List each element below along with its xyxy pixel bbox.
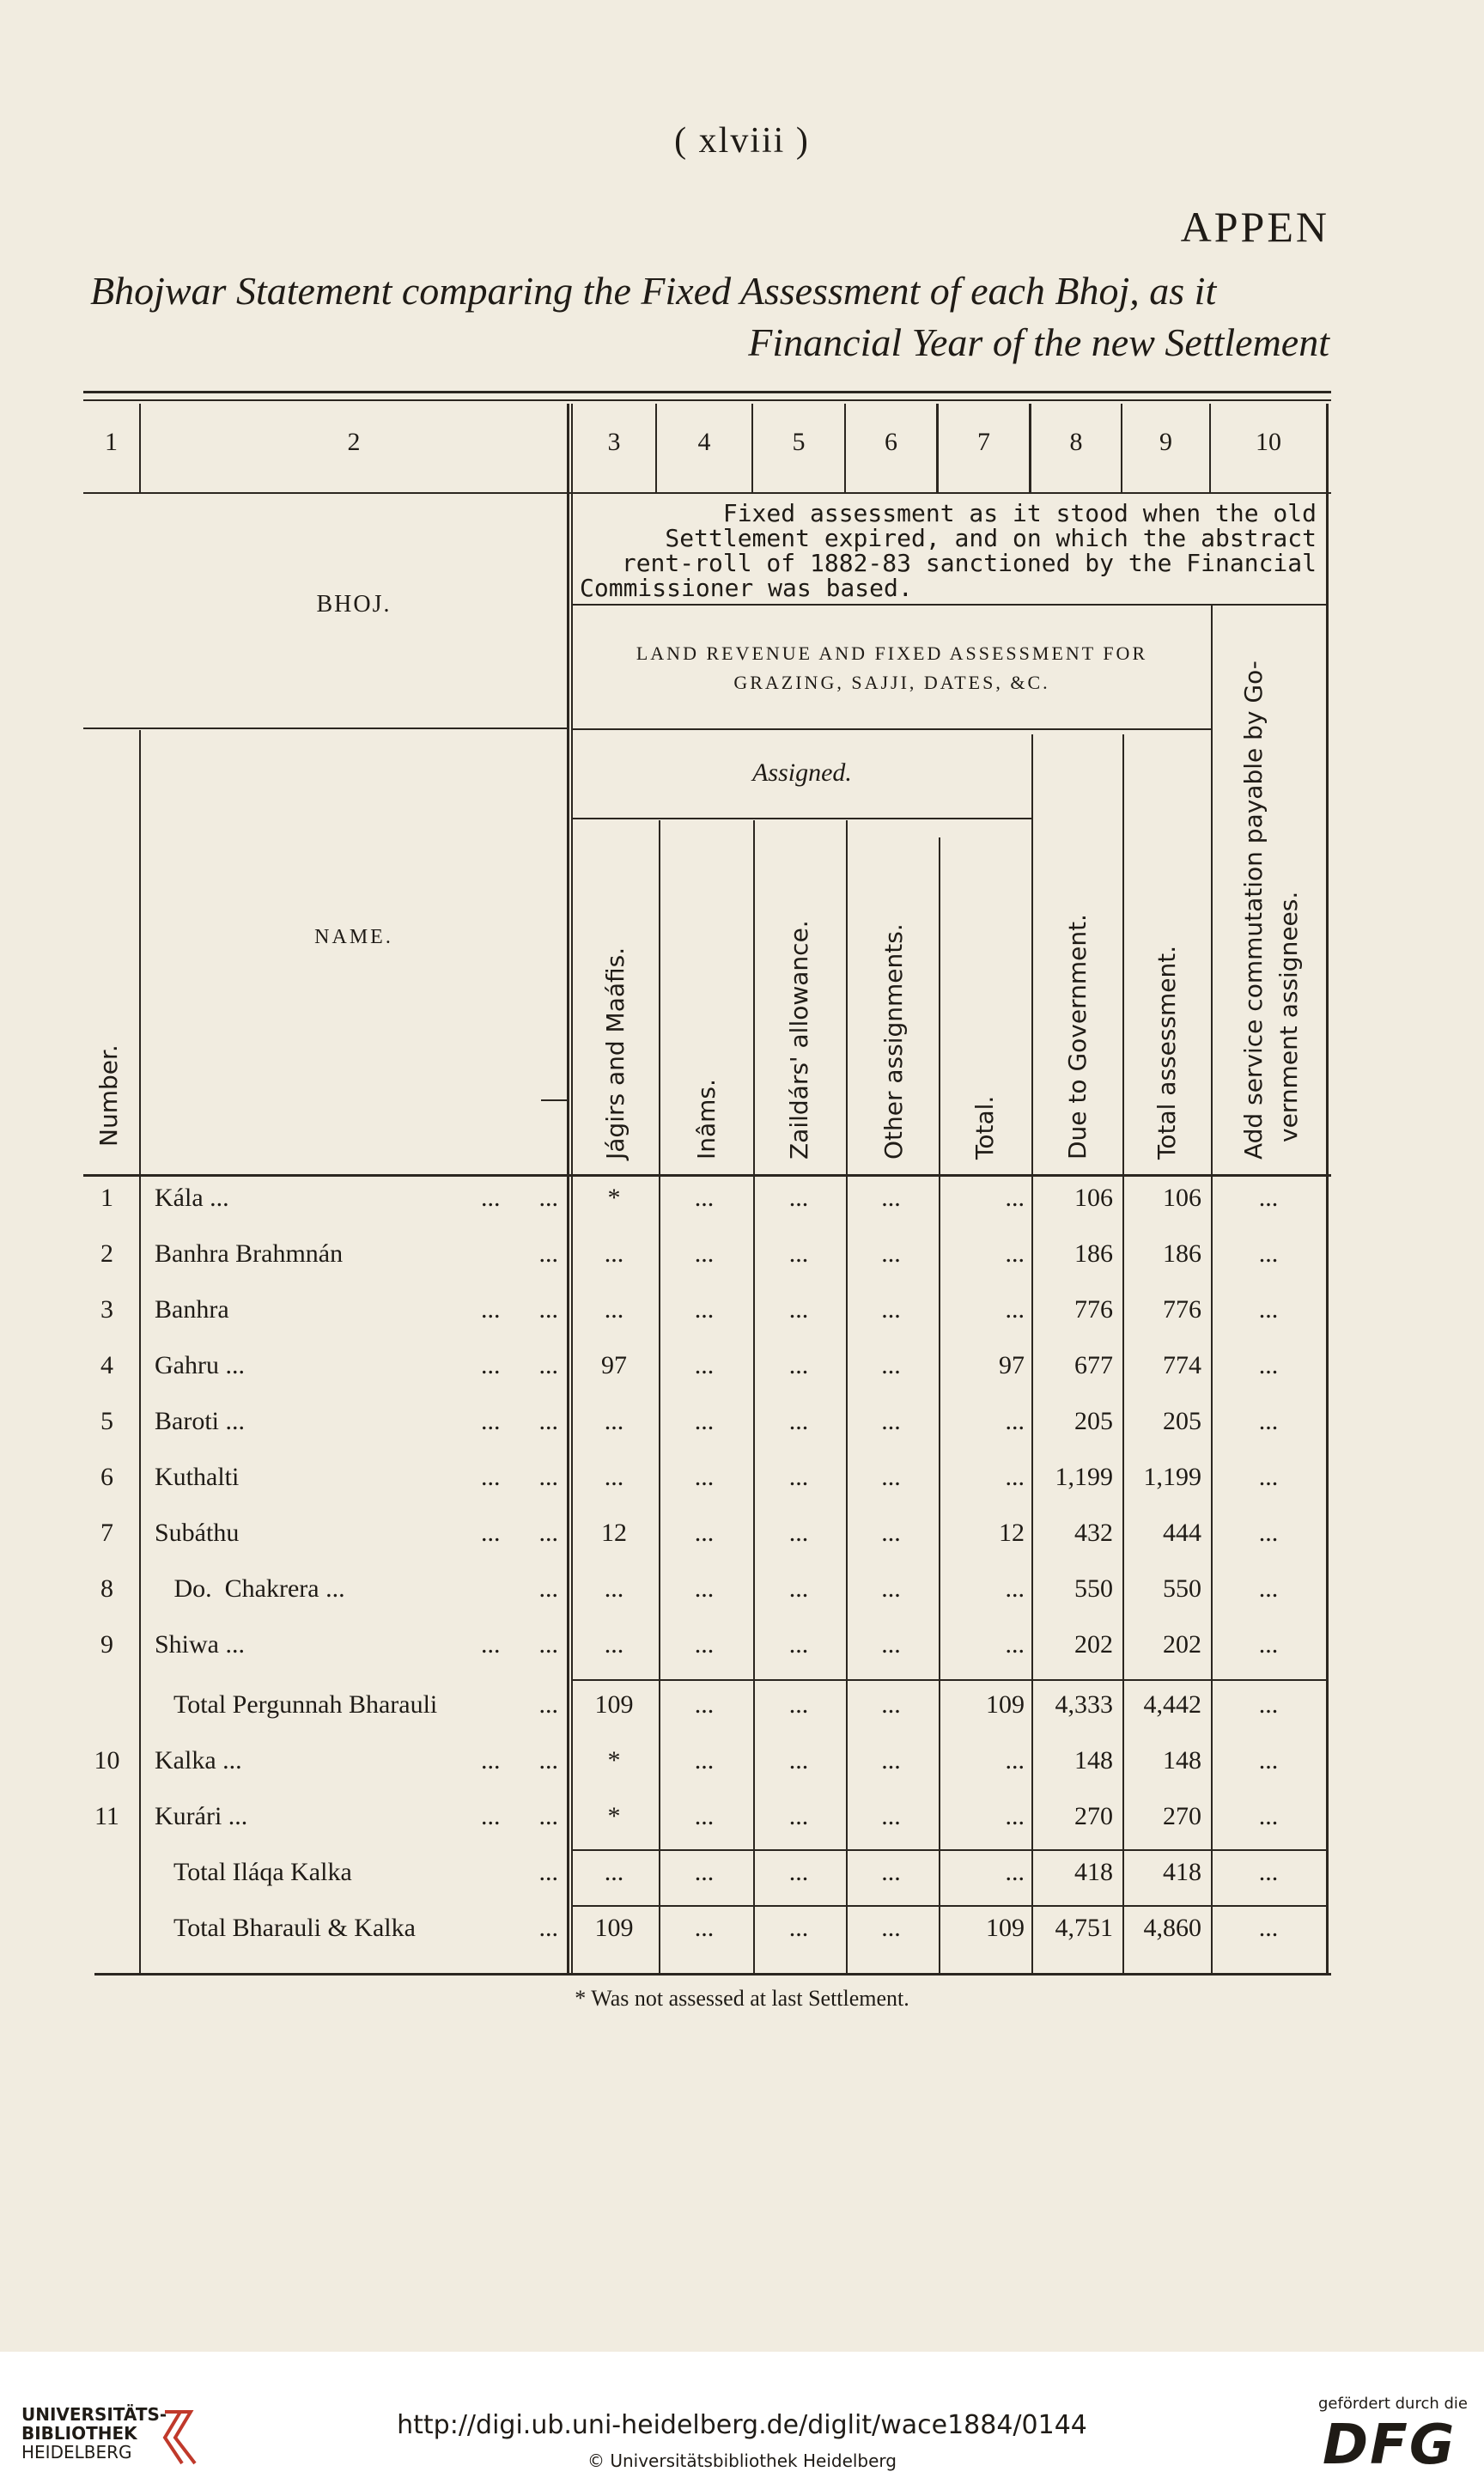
col-num-8: 8 <box>1069 428 1083 456</box>
row-leader-dots: ... ... <box>481 1463 558 1491</box>
row-cell-c8: 4,333 <box>1055 1690 1113 1719</box>
inams-heading: Inâms. <box>692 1079 721 1160</box>
row-number: 1 <box>100 1184 113 1212</box>
row-leader-dots: ... <box>538 1914 558 1942</box>
row-cell-c6: ... <box>881 1802 901 1830</box>
row-number: 2 <box>100 1239 113 1268</box>
land-revenue-heading-1: LAND REVENUE AND FIXED ASSESSMENT FOR <box>636 642 1148 664</box>
row-cell-c8: 550 <box>1074 1574 1113 1603</box>
row-cell-c7: ... <box>1005 1858 1025 1886</box>
row-number: 3 <box>100 1295 113 1324</box>
row-cell-c3: ... <box>604 1574 624 1603</box>
row-cell-c5: ... <box>788 1574 809 1603</box>
hrule <box>573 728 1211 730</box>
statement-title-line1: Bhojwar Statement comparing the Fixed Assessment of each Bhoj, as it <box>90 269 1217 313</box>
col-num-3: 3 <box>607 428 621 456</box>
row-cell-c10: ... <box>1258 1802 1279 1830</box>
row-cell-c9: 270 <box>1163 1802 1201 1830</box>
row-cell-c6: ... <box>881 1858 901 1886</box>
row-name: Subáthu <box>155 1519 240 1547</box>
row-cell-c4: ... <box>694 1239 715 1268</box>
total-heading: Total. <box>970 1095 999 1160</box>
library-footer <box>0 2352 1484 2490</box>
row-cell-c9: 202 <box>1163 1630 1201 1659</box>
row-cell-c5: ... <box>788 1630 809 1659</box>
add-service-heading-2: vernment assignees. <box>1274 891 1303 1142</box>
row-cell-c5: ... <box>788 1858 809 1886</box>
zaildars-heading: Zaildárs' allowance. <box>785 920 813 1160</box>
row-cell-c7: ... <box>1005 1295 1025 1324</box>
row-number: 11 <box>94 1802 119 1830</box>
total-assessment-heading: Total assessment. <box>1153 945 1181 1160</box>
row-cell-c4: ... <box>694 1690 715 1719</box>
row-cell-c8: 202 <box>1074 1630 1113 1659</box>
library-line-3: HEIDELBERG <box>21 2442 132 2463</box>
appendix-heading: APPEN <box>1180 203 1329 251</box>
hrule <box>573 818 1031 819</box>
row-cell-c10: ... <box>1258 1914 1279 1942</box>
row-cell-c10: ... <box>1258 1184 1279 1212</box>
source-url-link[interactable]: http://digi.ub.uni-heidelberg.de/diglit/wace1884/0144 <box>397 2410 1087 2440</box>
row-name: Gahru ... <box>155 1351 245 1379</box>
row-cell-c4: ... <box>694 1858 715 1886</box>
row-cell-c3: 12 <box>601 1519 627 1547</box>
row-cell-c4: ... <box>694 1914 715 1942</box>
row-name: Banhra Brahmnán <box>155 1239 344 1268</box>
library-line-2: BIBLIOTHEK <box>21 2423 137 2444</box>
row-number: 9 <box>100 1630 113 1659</box>
row-cell-c10: ... <box>1258 1351 1279 1379</box>
row-cell-c5: ... <box>788 1407 809 1435</box>
row-cell-c5: ... <box>788 1690 809 1719</box>
row-name: Total Iláqa Kalka <box>155 1858 352 1886</box>
assigned-heading: Assigned. <box>752 758 852 787</box>
total-separator-rule <box>573 1679 1329 1681</box>
row-cell-c4: ... <box>694 1351 715 1379</box>
jagirs-heading: Jágirs and Maáfis. <box>601 947 629 1160</box>
row-leader-dots: ... ... <box>481 1802 558 1830</box>
dfg-logo: DFG <box>1323 2414 1457 2477</box>
row-cell-c8: 432 <box>1074 1519 1113 1547</box>
row-cell-c3: * <box>607 1746 621 1775</box>
row-cell-c8: 148 <box>1074 1746 1113 1775</box>
row-cell-c5: ... <box>788 1351 809 1379</box>
row-name: Total Bharauli & Kalka <box>155 1914 416 1942</box>
land-revenue-heading-2: GRAZING, SAJJI, DATES, &C. <box>733 672 1050 693</box>
row-cell-c7: 12 <box>999 1519 1025 1547</box>
row-cell-c4: ... <box>694 1802 715 1830</box>
row-cell-c4: ... <box>694 1630 715 1659</box>
row-cell-c8: 1,199 <box>1055 1463 1113 1491</box>
row-cell-c3: ... <box>604 1630 624 1659</box>
row-cell-c5: ... <box>788 1914 809 1942</box>
row-leader-dots: ... ... <box>481 1519 558 1547</box>
row-cell-c4: ... <box>694 1519 715 1547</box>
row-cell-c7: 109 <box>986 1690 1025 1719</box>
row-cell-c6: ... <box>881 1630 901 1659</box>
row-leader-dots: ... ... <box>481 1295 558 1324</box>
row-leader-dots: ... <box>538 1690 558 1719</box>
row-cell-c10: ... <box>1258 1630 1279 1659</box>
row-cell-c9: 444 <box>1163 1519 1201 1547</box>
row-cell-c10: ... <box>1258 1463 1279 1491</box>
row-cell-c10: ... <box>1258 1574 1279 1603</box>
vrule <box>139 730 141 1976</box>
row-cell-c3: 109 <box>594 1914 634 1942</box>
row-cell-c5: ... <box>788 1519 809 1547</box>
row-cell-c6: ... <box>881 1914 901 1942</box>
row-cell-c3: ... <box>604 1239 624 1268</box>
row-cell-c9: 550 <box>1163 1574 1201 1603</box>
row-cell-c6: ... <box>881 1463 901 1491</box>
col-num-10: 10 <box>1256 428 1281 456</box>
row-cell-c9: 1,199 <box>1143 1463 1201 1491</box>
row-cell-c7: ... <box>1005 1463 1025 1491</box>
row-leader-dots: ... <box>538 1574 558 1603</box>
row-cell-c10: ... <box>1258 1239 1279 1268</box>
header-bottom-rule <box>83 1174 1331 1177</box>
row-name: Total Pergunnah Bharauli <box>155 1690 438 1719</box>
row-leader-dots: ... <box>538 1239 558 1268</box>
row-cell-c8: 186 <box>1074 1239 1113 1268</box>
col-num-4: 4 <box>697 428 711 456</box>
vrule <box>567 404 569 1976</box>
row-number: 10 <box>94 1746 120 1775</box>
row-cell-c7: ... <box>1005 1746 1025 1775</box>
row-cell-c5: ... <box>788 1295 809 1324</box>
statement-title-line2: Financial Year of the new Settlement <box>748 320 1329 364</box>
col-num-6: 6 <box>885 428 897 456</box>
row-cell-c6: ... <box>881 1295 901 1324</box>
hrule <box>83 728 569 729</box>
library-line-1: UNIVERSITÄTS- <box>21 2404 167 2425</box>
fixed-line-4: Commissioner was based. <box>580 574 913 602</box>
row-cell-c9: 106 <box>1163 1184 1201 1212</box>
row-cell-c7: 109 <box>986 1914 1025 1942</box>
row-cell-c6: ... <box>881 1519 901 1547</box>
row-cell-c9: 418 <box>1163 1858 1201 1886</box>
row-name: Kurári ... <box>155 1802 248 1830</box>
row-cell-c10: ... <box>1258 1746 1279 1775</box>
row-cell-c6: ... <box>881 1239 901 1268</box>
row-cell-c8: 4,751 <box>1055 1914 1113 1942</box>
row-cell-c7: 97 <box>999 1351 1025 1379</box>
total-separator-rule <box>573 1905 1329 1907</box>
footnote: * Was not assessed at last Settlement. <box>575 1986 909 2011</box>
vrule <box>1326 404 1329 1976</box>
row-name: Banhra <box>155 1295 229 1324</box>
row-leader-dots: ... ... <box>481 1746 558 1775</box>
fixed-line-1: Fixed assessment as it stood when the old <box>722 499 1317 527</box>
row-name: Shiwa ... <box>155 1630 245 1659</box>
row-cell-c10: ... <box>1258 1519 1279 1547</box>
funded-by-text: gefördert durch die <box>1318 2395 1468 2413</box>
hrule <box>573 604 1329 606</box>
row-cell-c6: ... <box>881 1184 901 1212</box>
row-cell-c3: 97 <box>601 1351 627 1379</box>
row-cell-c4: ... <box>694 1746 715 1775</box>
name-heading: NAME. <box>314 926 393 948</box>
row-cell-c7: ... <box>1005 1239 1025 1268</box>
row-cell-c9: 186 <box>1163 1239 1201 1268</box>
total-separator-rule <box>573 1849 1329 1851</box>
row-cell-c5: ... <box>788 1802 809 1830</box>
row-cell-c9: 4,442 <box>1143 1690 1201 1719</box>
col-num-2: 2 <box>347 428 361 456</box>
table-top-rule-2 <box>83 399 1331 401</box>
row-name: Baroti ... <box>155 1407 245 1435</box>
row-number: 8 <box>100 1574 113 1603</box>
copyright-text: © Universitätsbibliothek Heidelberg <box>587 2450 897 2471</box>
row-cell-c7: ... <box>1005 1802 1025 1830</box>
col-num-1: 1 <box>105 428 118 456</box>
col-number-rule <box>83 492 1331 494</box>
fixed-assessment-heading <box>580 501 1317 600</box>
add-service-heading-1: Add service commutation payable by Go- <box>1239 661 1268 1160</box>
row-cell-c8: 677 <box>1074 1351 1113 1379</box>
row-cell-c8: 776 <box>1074 1295 1113 1324</box>
row-cell-c4: ... <box>694 1574 715 1603</box>
row-cell-c3: ... <box>604 1407 624 1435</box>
row-cell-c3: ... <box>604 1858 624 1886</box>
row-leader-dots: ... ... <box>481 1407 558 1435</box>
table-bottom-rule <box>94 1973 1331 1976</box>
row-cell-c3: * <box>607 1802 621 1830</box>
col-num-5: 5 <box>792 428 806 456</box>
col-num-9: 9 <box>1159 428 1172 456</box>
table-top-rule <box>83 391 1331 393</box>
row-name: Kála ... <box>155 1184 229 1212</box>
row-cell-c9: 148 <box>1163 1746 1201 1775</box>
row-cell-c3: ... <box>604 1463 624 1491</box>
row-cell-c4: ... <box>694 1184 715 1212</box>
row-cell-c6: ... <box>881 1407 901 1435</box>
row-cell-c9: 774 <box>1163 1351 1201 1379</box>
row-number: 7 <box>100 1519 113 1547</box>
row-cell-c5: ... <box>788 1746 809 1775</box>
fixed-line-2: Settlement expired, and on which the abstract <box>665 524 1317 552</box>
row-cell-c5: ... <box>788 1463 809 1491</box>
row-cell-c6: ... <box>881 1746 901 1775</box>
row-cell-c8: 418 <box>1074 1858 1113 1886</box>
row-cell-c8: 106 <box>1074 1184 1113 1212</box>
row-cell-c3: * <box>607 1184 621 1212</box>
row-cell-c4: ... <box>694 1295 715 1324</box>
row-cell-c7: ... <box>1005 1574 1025 1603</box>
row-cell-c9: 776 <box>1163 1295 1201 1324</box>
hrule <box>541 1099 569 1101</box>
row-cell-c7: ... <box>1005 1630 1025 1659</box>
number-heading: Number. <box>94 1044 123 1147</box>
page-number: ( xlviii ) <box>674 121 810 161</box>
row-cell-c3: 109 <box>594 1690 634 1719</box>
row-leader-dots: ... ... <box>481 1351 558 1379</box>
row-cell-c9: 205 <box>1163 1407 1201 1435</box>
row-name: Do. Chakrera ... <box>155 1574 345 1603</box>
row-cell-c9: 4,860 <box>1143 1914 1201 1942</box>
row-cell-c6: ... <box>881 1574 901 1603</box>
row-cell-c8: 205 <box>1074 1407 1113 1435</box>
row-cell-c8: 270 <box>1074 1802 1113 1830</box>
other-assignments-heading: Other assignments. <box>879 923 908 1160</box>
row-number: 6 <box>100 1463 113 1491</box>
row-number: 5 <box>100 1407 113 1435</box>
fixed-line-3: rent-roll of 1882-83 sanctioned by the Financial <box>621 549 1317 577</box>
row-cell-c10: ... <box>1258 1858 1279 1886</box>
row-cell-c7: ... <box>1005 1407 1025 1435</box>
row-cell-c10: ... <box>1258 1690 1279 1719</box>
row-cell-c5: ... <box>788 1184 809 1212</box>
bhoj-heading: BHOJ. <box>316 591 392 618</box>
row-leader-dots: ... <box>538 1858 558 1886</box>
row-name: Kalka ... <box>155 1746 242 1775</box>
col-num-7: 7 <box>977 428 990 456</box>
row-cell-c4: ... <box>694 1407 715 1435</box>
row-cell-c10: ... <box>1258 1407 1279 1435</box>
row-cell-c5: ... <box>788 1239 809 1268</box>
row-cell-c6: ... <box>881 1690 901 1719</box>
row-leader-dots: ... ... <box>481 1184 558 1212</box>
row-number: 4 <box>100 1351 113 1379</box>
row-cell-c3: ... <box>604 1295 624 1324</box>
row-cell-c4: ... <box>694 1463 715 1491</box>
due-to-government-heading: Due to Government. <box>1063 914 1092 1160</box>
row-cell-c6: ... <box>881 1351 901 1379</box>
row-leader-dots: ... ... <box>481 1630 558 1659</box>
row-name: Kuthalti <box>155 1463 240 1491</box>
row-cell-c7: ... <box>1005 1184 1025 1212</box>
row-cell-c10: ... <box>1258 1295 1279 1324</box>
